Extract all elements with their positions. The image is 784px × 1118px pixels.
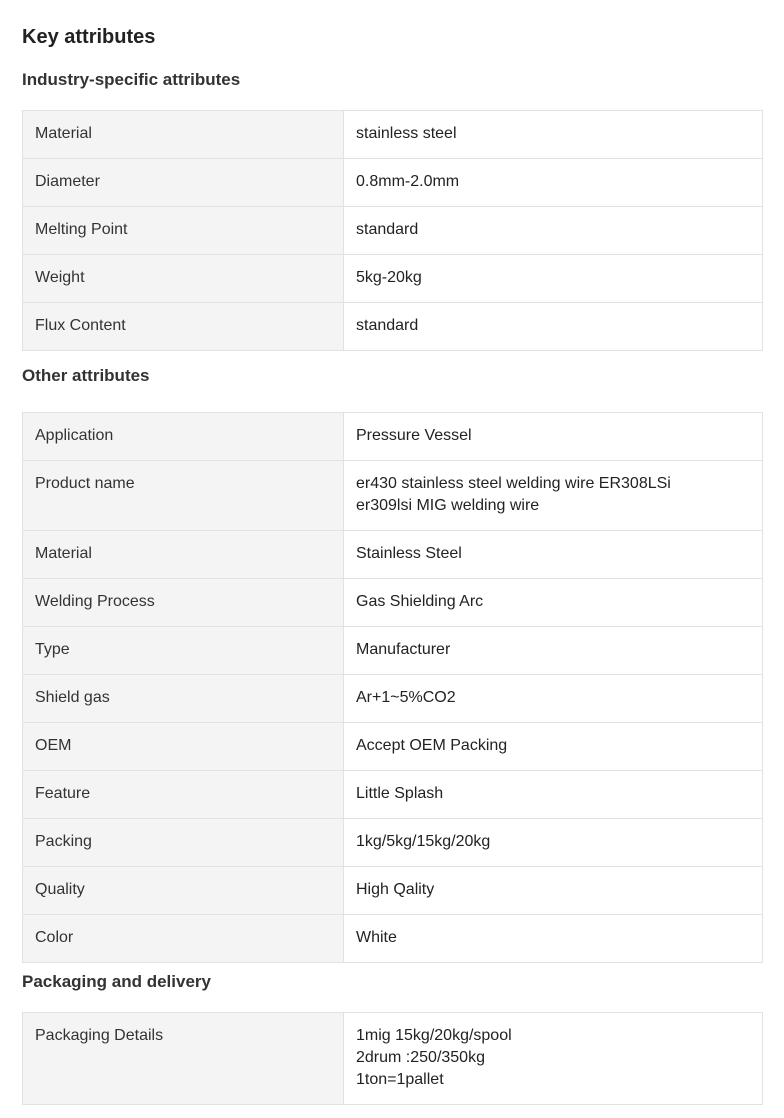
industry-attributes-table <box>22 110 763 351</box>
table-row <box>23 207 763 255</box>
attribute-value: standard <box>344 207 763 255</box>
table-row <box>23 461 763 531</box>
attribute-key: Material <box>23 531 344 579</box>
attribute-key: Color <box>23 915 344 963</box>
section-heading-packaging: Packaging and delivery <box>22 972 211 991</box>
attribute-value: Accept OEM Packing <box>344 723 763 771</box>
attribute-key: Packaging Details <box>23 1013 344 1105</box>
table-row <box>23 627 763 675</box>
attribute-value: 0.8mm-2.0mm <box>344 159 763 207</box>
other-attributes-table <box>22 412 763 963</box>
page-title: Key attributes <box>22 26 156 48</box>
attribute-value: 1kg/5kg/15kg/20kg <box>344 819 763 867</box>
section-heading-other: Other attributes <box>22 366 150 385</box>
attribute-key: Weight <box>23 255 344 303</box>
attribute-value: stainless steel <box>344 111 763 159</box>
table-row <box>23 579 763 627</box>
attribute-value: er430 stainless steel welding wire ER308LSi er309lsi MIG welding wire <box>344 461 763 531</box>
attribute-key: Flux Content <box>23 303 344 351</box>
attribute-value: 5kg-20kg <box>344 255 763 303</box>
attribute-key: OEM <box>23 723 344 771</box>
attribute-key: Welding Process <box>23 579 344 627</box>
table-row <box>23 111 763 159</box>
table-row <box>23 1013 763 1105</box>
attribute-value: Manufacturer <box>344 627 763 675</box>
attribute-key: Diameter <box>23 159 344 207</box>
table-row <box>23 723 763 771</box>
attribute-key: Quality <box>23 867 344 915</box>
packaging-attributes-table <box>22 1012 763 1105</box>
table-row <box>23 915 763 963</box>
attribute-key: Packing <box>23 819 344 867</box>
attribute-value: Little Splash <box>344 771 763 819</box>
attribute-key: Type <box>23 627 344 675</box>
section-heading-industry: Industry-specific attributes <box>22 70 241 89</box>
attribute-key: Material <box>23 111 344 159</box>
attribute-key: Feature <box>23 771 344 819</box>
table-row <box>23 255 763 303</box>
attribute-key: Application <box>23 413 344 461</box>
attribute-value: High Qality <box>344 867 763 915</box>
attribute-value: Pressure Vessel <box>344 413 763 461</box>
attribute-value: standard <box>344 303 763 351</box>
attribute-value: Stainless Steel <box>344 531 763 579</box>
table-row <box>23 819 763 867</box>
attribute-key: Melting Point <box>23 207 344 255</box>
attribute-key: Shield gas <box>23 675 344 723</box>
attribute-value: 1mig 15kg/20kg/spool 2drum :250/350kg 1ton=1pallet <box>344 1013 763 1105</box>
table-row <box>23 159 763 207</box>
attribute-value: Ar+1~5%CO2 <box>344 675 763 723</box>
table-row <box>23 531 763 579</box>
table-row <box>23 303 763 351</box>
attribute-value: White <box>344 915 763 963</box>
table-row <box>23 413 763 461</box>
attribute-key: Product name <box>23 461 344 531</box>
table-row <box>23 675 763 723</box>
table-row <box>23 771 763 819</box>
table-row <box>23 867 763 915</box>
attribute-value: Gas Shielding Arc <box>344 579 763 627</box>
